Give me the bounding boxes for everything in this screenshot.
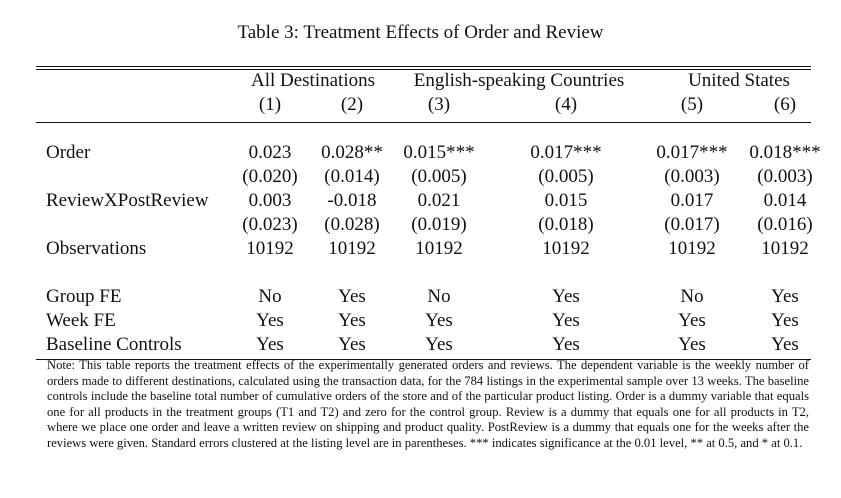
table-cell: (0.018): [538, 214, 594, 235]
column-header: (4): [554, 94, 578, 115]
table-cell: Yes: [338, 334, 366, 355]
table-note: Note: This table reports the treatment effects of the experimentally generated orders and reviews. The dependent variable is the weekly number of orders made to different destinations, calculated using the transaction data, for the 784 listings in the experimental sample over 13 weeks. The baseline controls include the baseline total number of cumulative orders of the store and of the particular product listing. Order is a dummy variable that equals one for all products in the treatment groups (T1 and T2) and zero for the control group. Review is a dummy that equals one for all products in T2, where we place one order and leave a written review on shipping and product quality. PostReview is a dummy that equals one for the weeks after the reviews were given. Standard errors clustered at the listing level are in parentheses. *** indicates significance at the 0.01 level, ** at 0.5, and * at 0.1.: [47, 358, 809, 450]
table-cell: 10192: [246, 238, 294, 259]
table-cell: 10192: [542, 238, 590, 259]
table-cell: (0.028): [324, 214, 380, 235]
table-cell: Yes: [771, 334, 799, 355]
table-cell: Yes: [771, 310, 799, 331]
table-cell: Yes: [338, 286, 366, 307]
table-cell: Yes: [552, 310, 580, 331]
table-cell: 0.017***: [530, 142, 602, 163]
row-label: Observations: [46, 238, 147, 259]
table-cell: 0.003: [248, 190, 292, 211]
table-cell: (0.003): [757, 166, 813, 187]
table-cell: (0.017): [664, 214, 720, 235]
table-cell: 0.014: [763, 190, 807, 211]
table-cell: -0.018: [327, 190, 377, 211]
column-header: (2): [340, 94, 364, 115]
group-header-all-destinations: All Destinations: [250, 70, 376, 91]
table-cell: 0.017***: [656, 142, 728, 163]
group-header-united-states: United States: [688, 70, 790, 91]
table-cell: Yes: [256, 310, 284, 331]
top-rule-1: [36, 66, 811, 67]
group-header-english-speaking: English-speaking Countries: [413, 70, 625, 91]
row-label: Baseline Controls: [46, 334, 182, 355]
table-cell: Yes: [256, 334, 284, 355]
table-cell: (0.003): [664, 166, 720, 187]
table-cell: (0.005): [411, 166, 467, 187]
table-cell: (0.020): [242, 166, 298, 187]
table-cell: No: [258, 286, 282, 307]
table-cell: 10192: [761, 238, 809, 259]
table-cell: Yes: [552, 334, 580, 355]
table-title: Table 3: Treatment Effects of Order and Review: [237, 22, 604, 43]
table-cell: Yes: [678, 310, 706, 331]
header-rule: [36, 122, 811, 123]
table-cell: (0.023): [242, 214, 298, 235]
table-cell: (0.016): [757, 214, 813, 235]
table-cell: (0.014): [324, 166, 380, 187]
row-label: Order: [46, 142, 91, 163]
table-cell: 0.018***: [749, 142, 821, 163]
table-cell: 0.015***: [403, 142, 475, 163]
table-cell: 0.028**: [321, 142, 383, 163]
table-cell: 0.021: [417, 190, 461, 211]
table-cell: 0.023: [248, 142, 292, 163]
table-cell: No: [680, 286, 704, 307]
row-label: ReviewXPostReview: [46, 190, 209, 211]
table-cell: Yes: [338, 310, 366, 331]
table-cell: 0.015: [544, 190, 588, 211]
table-cell: 10192: [668, 238, 716, 259]
table-cell: 10192: [328, 238, 376, 259]
table-cell: Yes: [552, 286, 580, 307]
table-cell: 0.017: [670, 190, 714, 211]
table-cell: Yes: [771, 286, 799, 307]
table-cell: (0.019): [411, 214, 467, 235]
table-cell: No: [427, 286, 451, 307]
table-cell: Yes: [425, 310, 453, 331]
column-header: (1): [258, 94, 282, 115]
column-header: (5): [680, 94, 704, 115]
table-cell: (0.005): [538, 166, 594, 187]
table-cell: 10192: [415, 238, 463, 259]
row-label: Group FE: [46, 286, 122, 307]
table-cell: Yes: [678, 334, 706, 355]
column-header: (6): [773, 94, 797, 115]
table-cell: Yes: [425, 334, 453, 355]
column-header: (3): [427, 94, 451, 115]
row-label: Week FE: [46, 310, 116, 331]
